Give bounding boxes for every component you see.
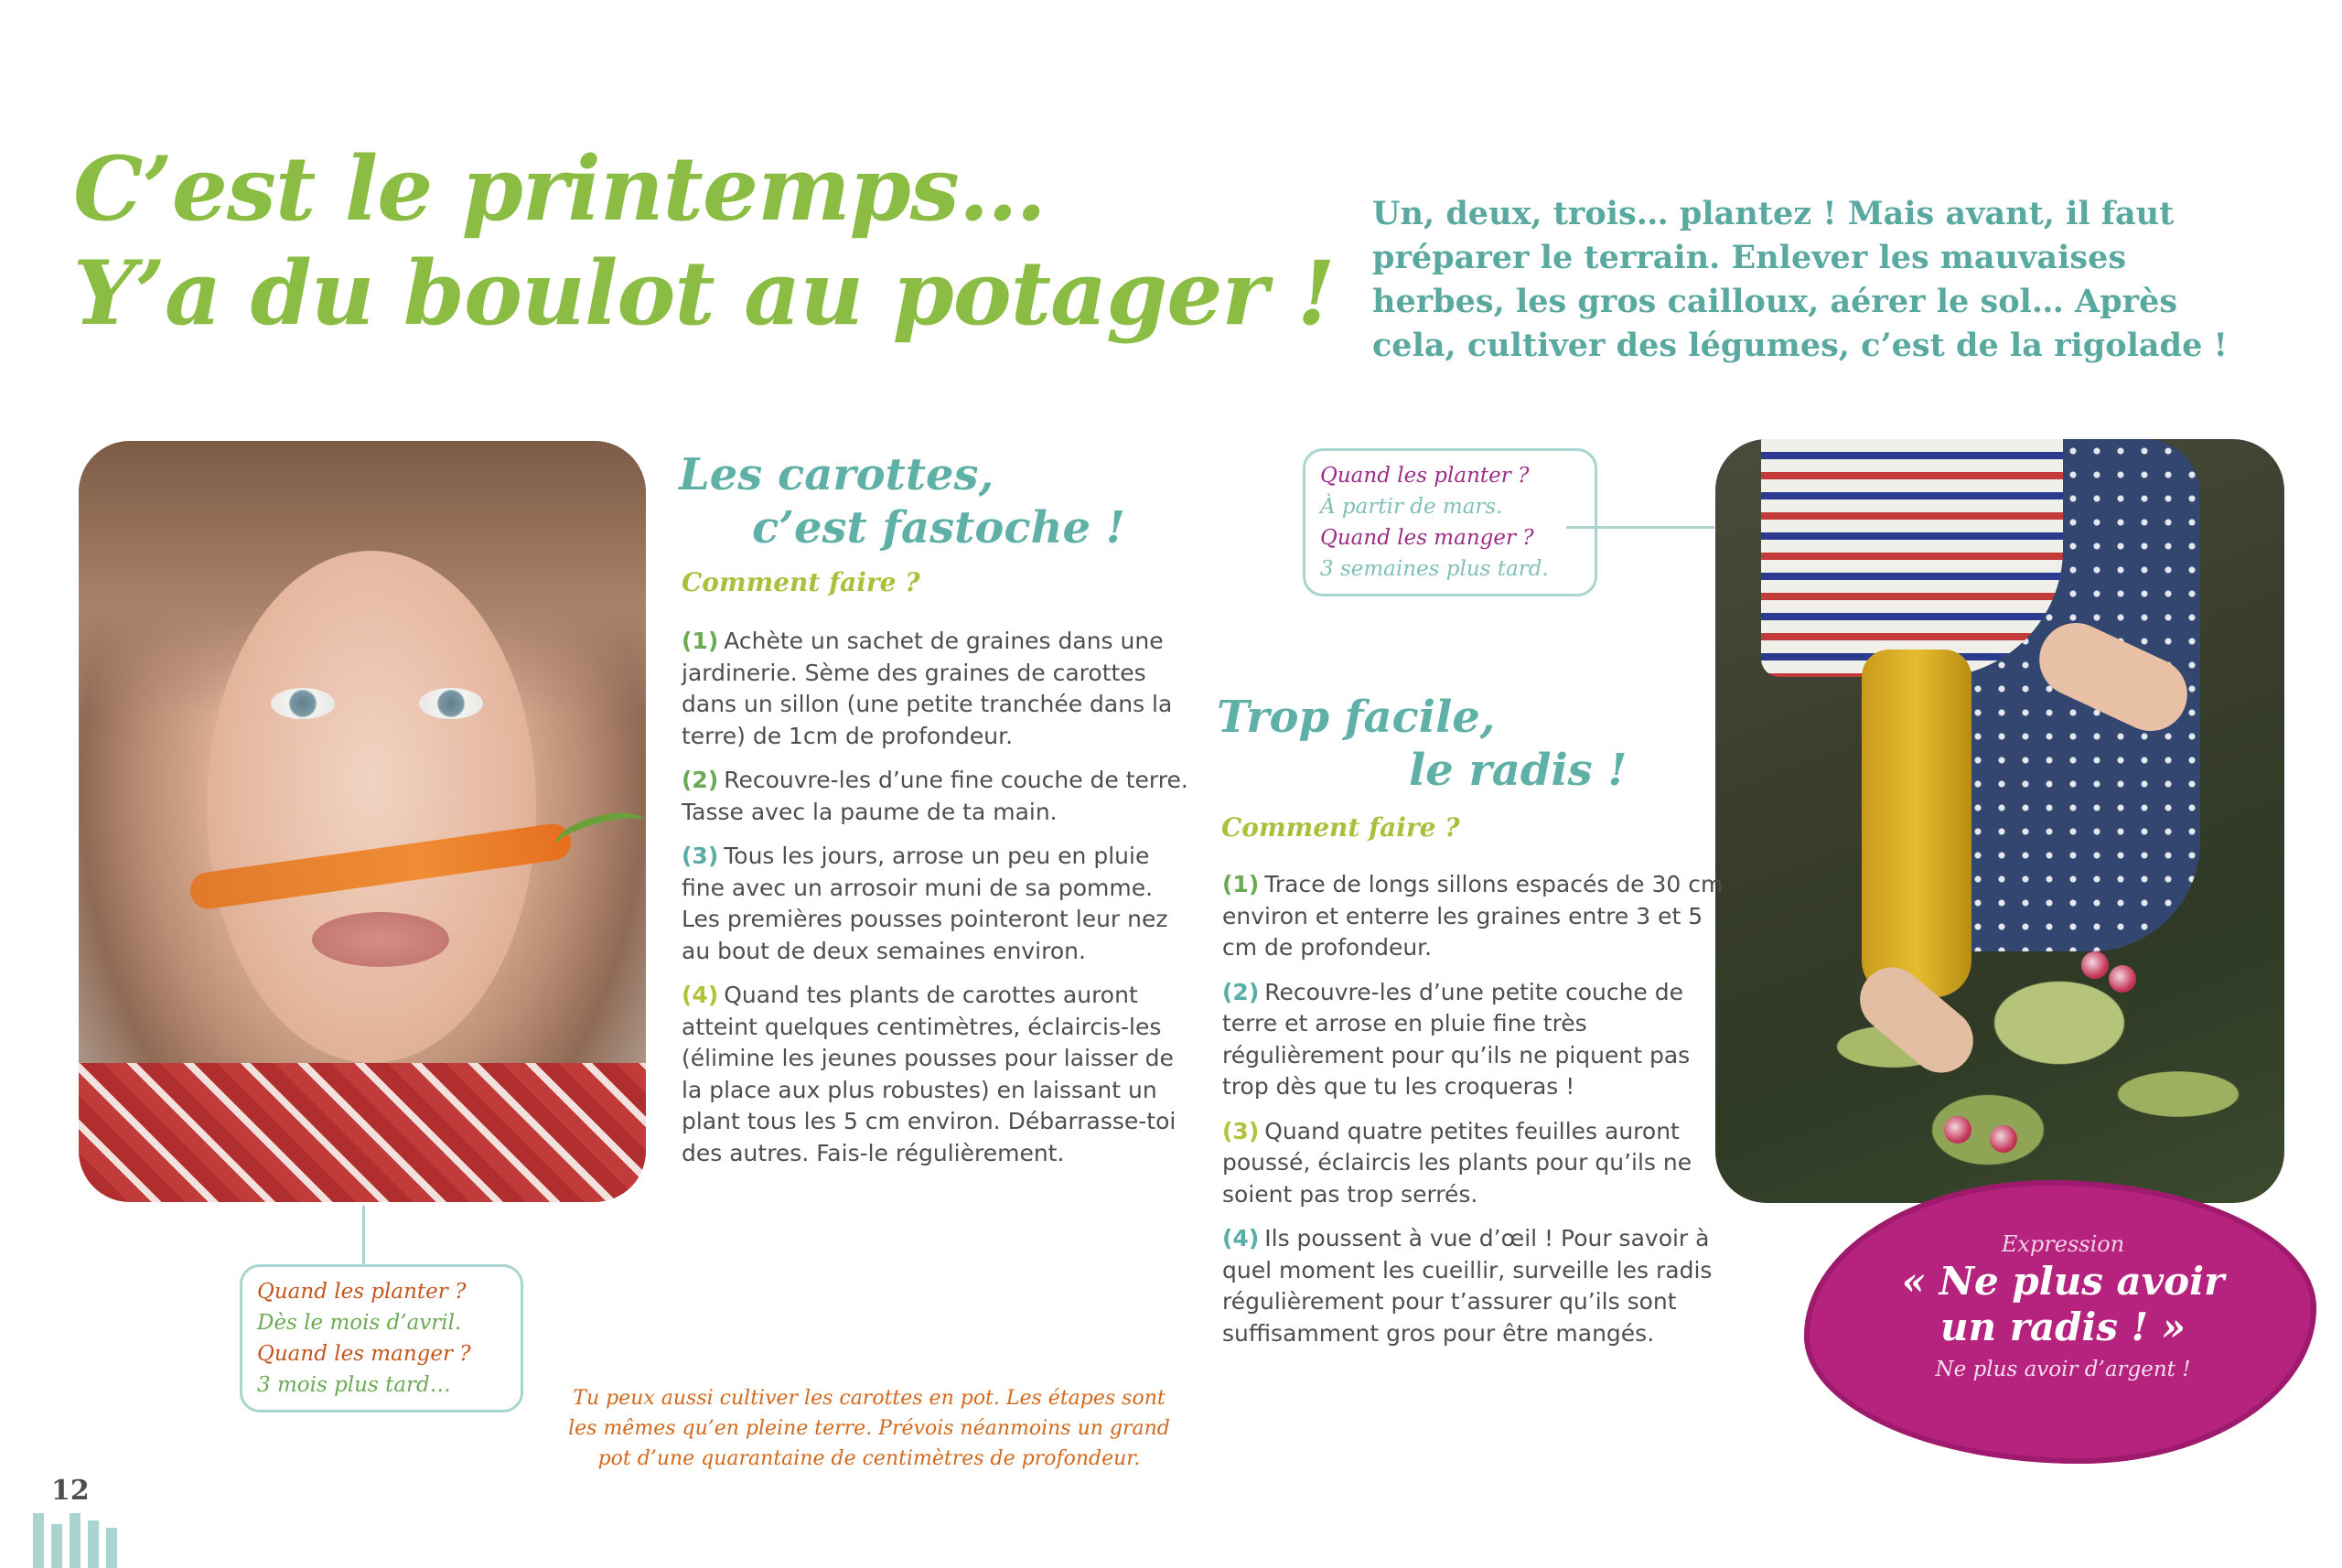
radis-steps — [1222, 869, 1735, 1362]
radis-step-2 — [1222, 977, 1735, 1103]
page-title — [73, 137, 1354, 346]
radis-howto: Comment faire ? — [1221, 812, 1460, 843]
carrots-step-4 — [682, 980, 1194, 1169]
carrots-step-1 — [682, 626, 1194, 752]
step-text: Trace de longs sillons espacés de 30 cm environ et enterre les graines entre 3 et 5 cm de profondeur. — [1222, 871, 1724, 961]
expression-line-1: « Ne plus avoir — [1901, 1259, 2225, 1304]
info-answer-eat: 3 semaines plus tard. — [1320, 557, 1549, 581]
step-number: (1) — [682, 628, 719, 654]
photo-radish — [1990, 1125, 2017, 1153]
info-question-eat: Quand les manger ? — [1320, 526, 1534, 550]
decoration-bar — [106, 1528, 117, 1568]
carrots-heading — [679, 448, 1191, 554]
carrots-step-3 — [682, 841, 1194, 967]
step-text: Quand quatre petites feuilles auront poussé, éclaircis les plants pour qu’ils ne soient pas trop serrés. — [1222, 1117, 1692, 1208]
carrots-howto: Comment faire ? — [682, 567, 920, 597]
photo-striped-shirt — [1761, 439, 2063, 677]
step-text: Recouvre-les d’une fine couche de terre. Tasse avec la paume de ta main. — [682, 767, 1188, 825]
photo-boot — [1862, 650, 1971, 997]
expression-text — [1848, 1259, 2278, 1350]
radis-heading-line-2: le radis ! — [1409, 745, 1628, 796]
photo-girl-carrot — [79, 441, 646, 1202]
page-number: 12 — [51, 1475, 90, 1507]
photo-eye-left — [271, 688, 335, 719]
carrots-heading-line-1: Les carottes, — [679, 449, 994, 500]
carrots-steps — [682, 626, 1194, 1182]
carrots-heading-line-2: c’est fastoche ! — [752, 502, 1125, 553]
photo-radish — [2081, 951, 2109, 979]
step-text: Recouvre-les d’une petite couche de terre et arrose en pluie fine très régulièrement pour qu’ils ne piquent pas trop dès que tu les croqueras ! — [1222, 978, 1691, 1100]
title-line-2: Y’a du boulot au potager ! — [73, 242, 1335, 345]
radis-step-4 — [1222, 1223, 1735, 1349]
expression-line-2: un radis ! » — [1940, 1305, 2186, 1349]
carrots-info-box — [240, 1264, 523, 1412]
info-answer-plant: Dès le mois d’avril. — [257, 1311, 462, 1335]
radis-heading-line-1: Trop facile, — [1217, 692, 1496, 743]
step-number: (2) — [682, 767, 719, 793]
step-text: Quand tes plants de carottes auront atteint quelques centimètres, éclaircis-les (élimine les jeunes pousses pour laisser de la place aux plus robustes) en laissant un plant tous les 5 cm environ. Débarrasse-toi des autres. Fais-le régulièrement. — [682, 982, 1176, 1166]
info-question-eat: Quand les manger ? — [257, 1342, 471, 1366]
step-number: (3) — [682, 843, 719, 869]
expression-label: Expression — [2001, 1231, 2125, 1257]
title-line-1: C’est le printemps… — [73, 137, 1046, 241]
step-number: (4) — [1222, 1225, 1260, 1251]
intro-text: Un, deux, trois… plantez ! Mais avant, il faut préparer le terrain. Enlever les mauvaises herbes, les gros cailloux, aérer le sol… Après cela, cultiver des légumes, c’est de la rigolade ! — [1372, 195, 2228, 364]
step-text: Ils poussent à vue d’œil ! Pour savoir à quel moment les cueillir, surveille les radis régulièrement pour t’assurer qu’ils sont suffisamment gros pour être mangés. — [1222, 1225, 1713, 1347]
carrots-step-2 — [682, 765, 1194, 828]
page-decoration-bars — [33, 1513, 115, 1568]
step-number: (4) — [682, 982, 719, 1008]
info-answer-eat: 3 mois plus tard… — [257, 1373, 451, 1397]
carrots-info-connector — [362, 1206, 365, 1266]
radis-info-box — [1303, 448, 1597, 596]
step-text: Achète un sachet de graines dans une jardinerie. Sème des graines de carottes dans un sillon (une petite tranchée dans la terre) de 1cm de profondeur. — [682, 628, 1173, 749]
photo-lips — [312, 912, 449, 967]
expression-meaning: Ne plus avoir d’argent ! — [1935, 1358, 2191, 1381]
radis-step-1 — [1222, 869, 1735, 964]
info-question-plant: Quand les planter ? — [257, 1280, 467, 1304]
photo-radish — [1944, 1116, 1971, 1144]
carrots-pot-note: Tu peux aussi cultiver les carottes en pot. Les étapes sont les mêmes qu’en pleine terre. Prévois néanmoins un grand pot d’une quarantaine de centimètres de profondeur. — [568, 1387, 1170, 1470]
decoration-bar — [70, 1513, 81, 1568]
radis-info-connector — [1566, 526, 1714, 529]
radis-heading — [1217, 691, 1729, 797]
photo-radish — [2109, 965, 2136, 993]
step-number: (3) — [1222, 1117, 1260, 1144]
photo-face — [207, 551, 536, 1063]
decoration-bar — [33, 1513, 44, 1568]
step-text: Tous les jours, arrose un peu en pluie fine avec un arrosoir muni de sa pomme. Les premières pousses pointeront leur nez au bout de deux semaines environ. — [682, 843, 1168, 964]
photo-garden-radish — [1715, 439, 2284, 1203]
step-number: (2) — [1222, 978, 1260, 1005]
decoration-bar — [51, 1524, 62, 1568]
radis-step-3 — [1222, 1116, 1735, 1211]
info-answer-plant: À partir de mars. — [1320, 495, 1503, 519]
photo-shirt — [79, 1063, 646, 1202]
photo-eye-right — [419, 688, 483, 719]
info-question-plant: Quand les planter ? — [1320, 464, 1530, 488]
decoration-bar — [88, 1520, 99, 1568]
step-number: (1) — [1222, 871, 1260, 897]
